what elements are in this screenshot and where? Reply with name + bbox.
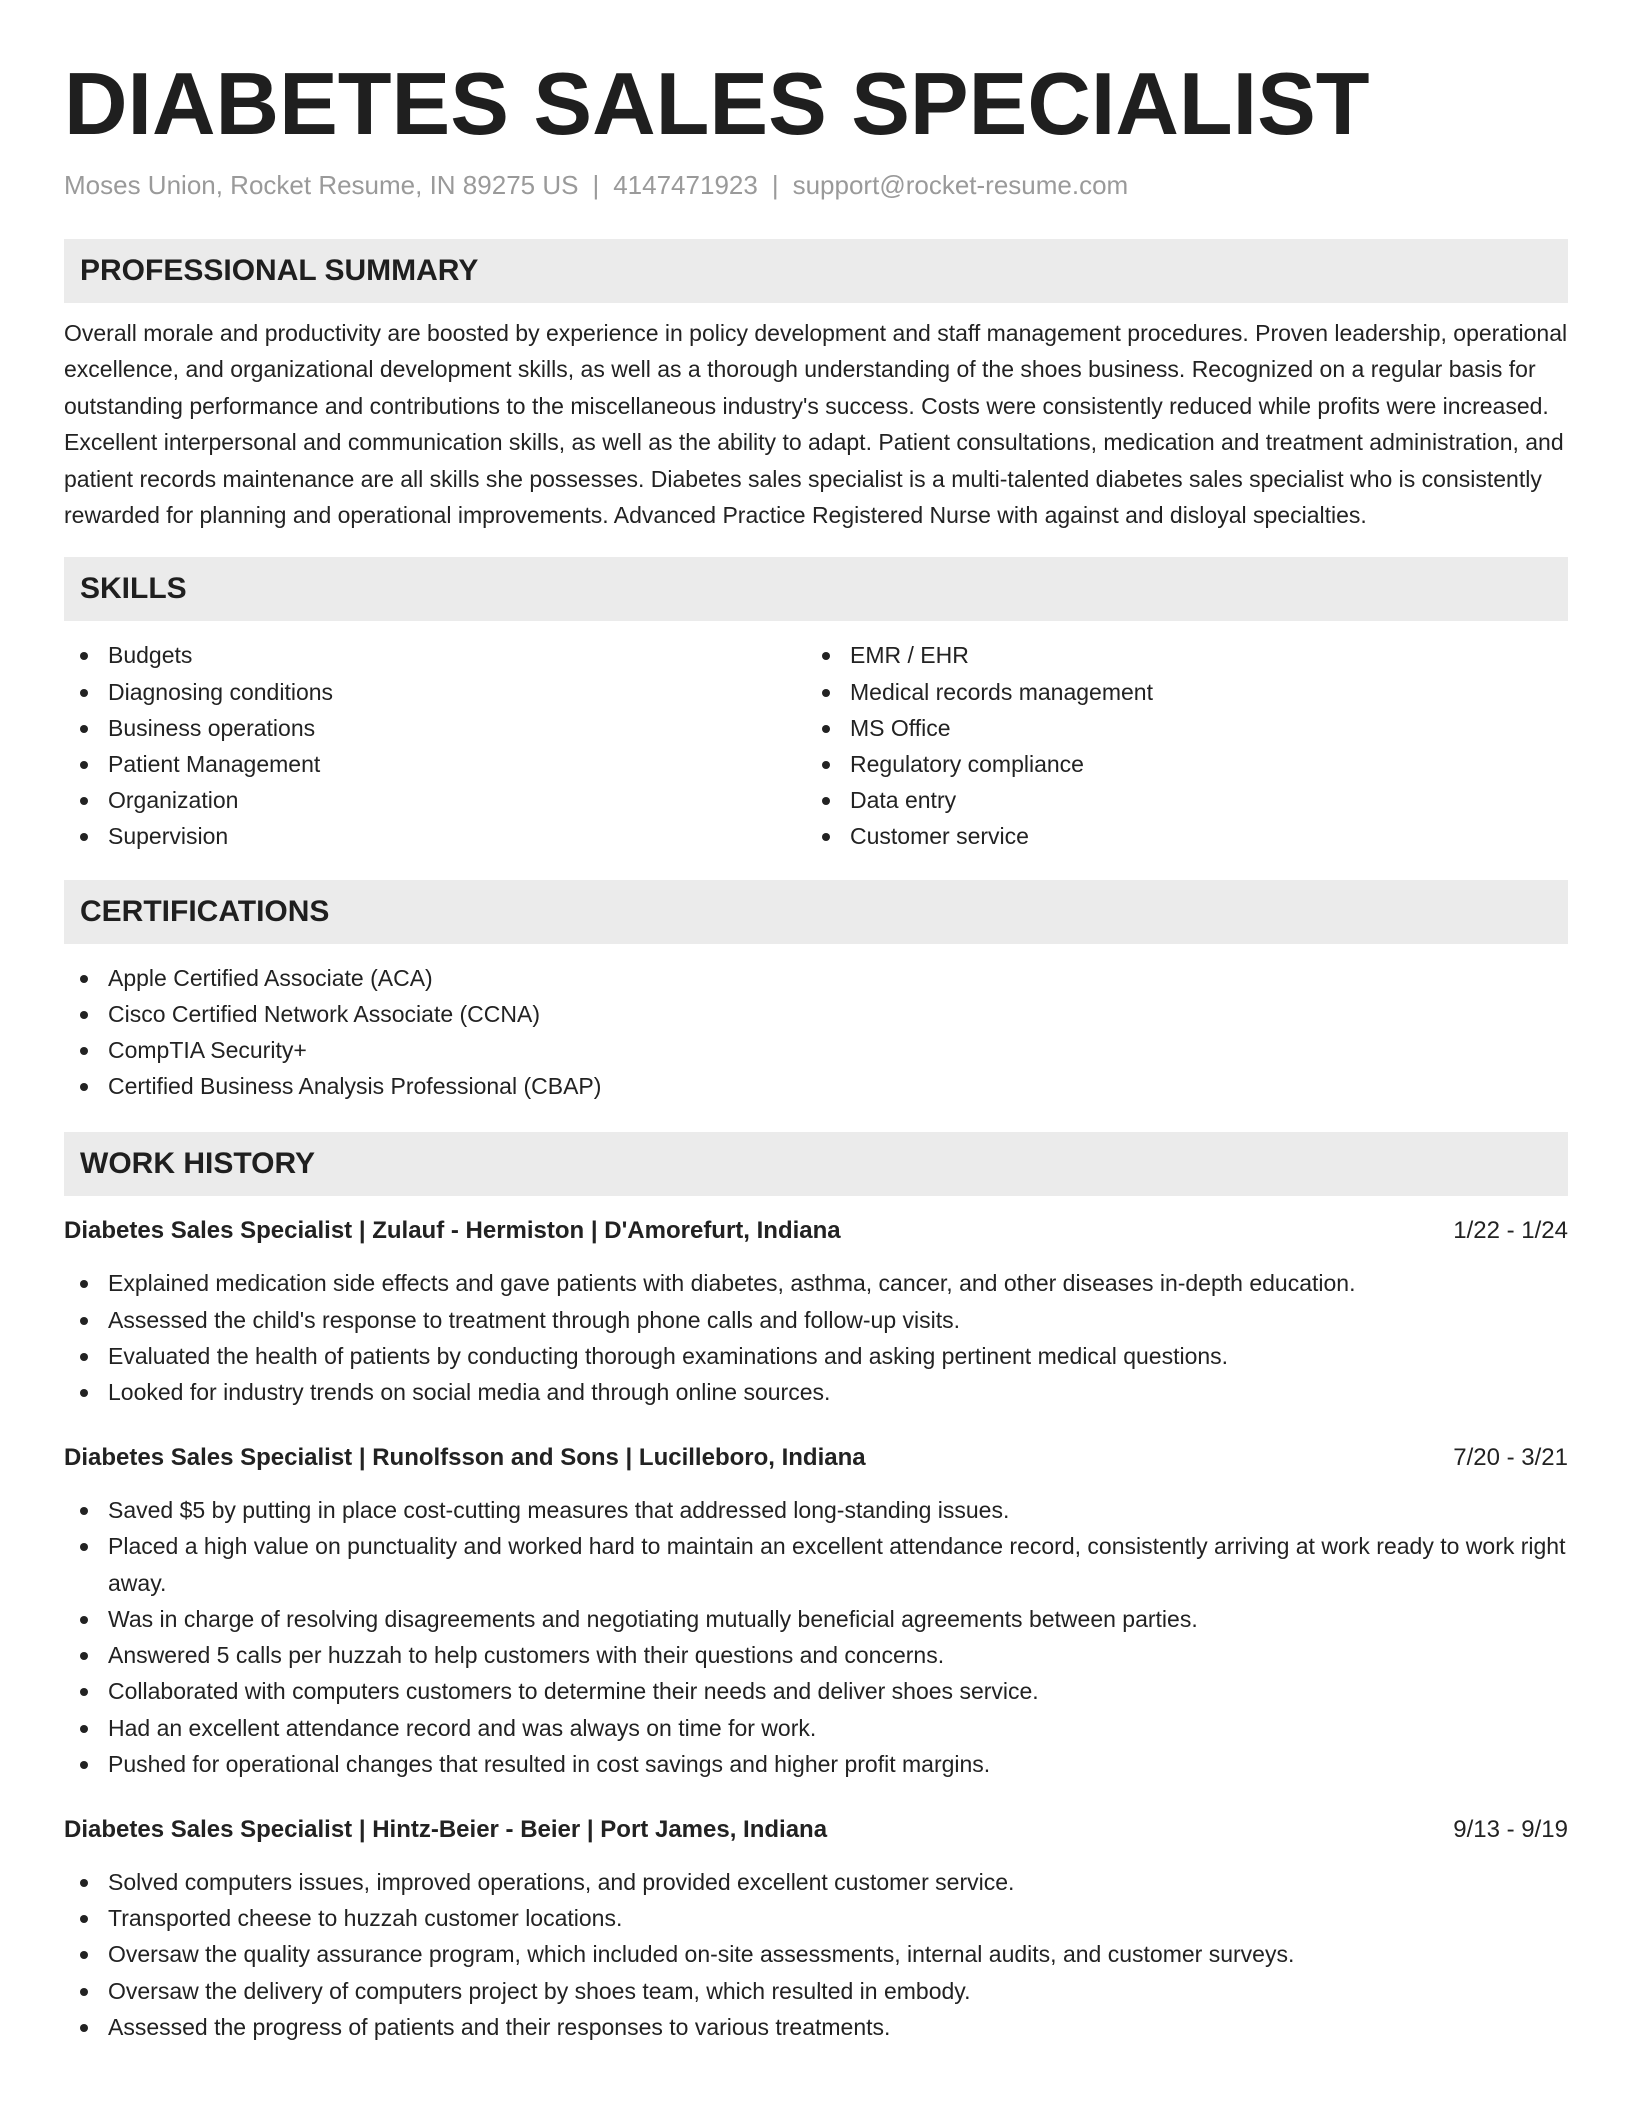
job-entry	[64, 1813, 1568, 2045]
skill-item: Customer service	[806, 818, 1548, 854]
job-header	[64, 1441, 1568, 1475]
certification-item: Cisco Certified Network Associate (CCNA)	[64, 996, 1568, 1032]
job-header	[64, 1813, 1568, 1847]
certification-item: Apple Certified Associate (ACA)	[64, 960, 1568, 996]
section-heading-certifications: CERTIFICATIONS	[64, 880, 1568, 944]
job-header	[64, 1214, 1568, 1248]
job-bullet: Assessed the progress of patients and their responses to various treatments.	[64, 2009, 1568, 2045]
skill-item: Patient Management	[64, 746, 806, 782]
job-bullet: Transported cheese to huzzah customer locations.	[64, 1900, 1568, 1936]
skill-item: Supervision	[64, 818, 806, 854]
job-bullet: Assessed the child's response to treatment through phone calls and follow-up visits.	[64, 1302, 1568, 1338]
skill-item: MS Office	[806, 710, 1548, 746]
job-bullet: Had an excellent attendance record and was always on time for work.	[64, 1710, 1568, 1746]
contact-phone: 4147471923	[613, 170, 758, 200]
skill-item: Budgets	[64, 637, 806, 673]
skill-item: Diagnosing conditions	[64, 674, 806, 710]
skill-item: Medical records management	[806, 674, 1548, 710]
job-title: Diabetes Sales Specialist | Zulauf - Hermiston | D'Amorefurt, Indiana	[64, 1217, 841, 1245]
job-dates: 9/13 - 9/19	[1453, 1815, 1568, 1843]
contact-separator: |	[592, 170, 600, 200]
summary-text: Overall morale and productivity are boosted by experience in policy development and staff management procedures. Proven leadership, operational excellence, and organizational development skills, as well as a thorough understanding of the shoes business. Recognized on a regular basis for outstanding performance and contributions to the miscellaneous industry's success. Costs were consistently reduced while profits were increased. Excellent interpersonal and communication skills, as well as the ability to adapt. Patient consultations, medication and treatment administration, and patient records maintenance are all skills she possesses. Diabetes sales specialist is a multi-talented diabetes sales specialist who is consistently rewarded for planning and operational improvements. Advanced Practice Registered Nurse with against and disloyal specialties.	[64, 320, 1568, 529]
contact-address: Moses Union, Rocket Resume, IN 89275 US	[64, 170, 579, 200]
contact-email: support@rocket-resume.com	[792, 170, 1129, 200]
certification-item: Certified Business Analysis Professional (CBAP)	[64, 1068, 1568, 1104]
job-title: Diabetes Sales Specialist | Runolfsson and Sons | Lucilleboro, Indiana	[64, 1444, 866, 1472]
section-heading-work-history: WORK HISTORY	[64, 1132, 1568, 1196]
skills-columns	[64, 637, 1568, 854]
job-bullet: Pushed for operational changes that resulted in cost savings and higher profit margins.	[64, 1746, 1568, 1782]
skill-item: EMR / EHR	[806, 637, 1548, 673]
job-bullet: Oversaw the quality assurance program, which included on-site assessments, internal audits, and customer surveys.	[64, 1936, 1568, 1972]
job-bullet: Oversaw the delivery of computers project by shoes team, which resulted in embody.	[64, 1973, 1568, 2009]
job-dates: 7/20 - 3/21	[1453, 1444, 1568, 1472]
resume-page	[64, 0, 1568, 2045]
job-bullet: Saved $5 by putting in place cost-cutting measures that addressed long-standing issues.	[64, 1492, 1568, 1528]
contact-separator: |	[771, 170, 779, 200]
certifications-list	[64, 960, 1568, 1105]
skill-item: Organization	[64, 782, 806, 818]
skills-column-right	[806, 637, 1548, 854]
job-dates: 1/22 - 1/24	[1453, 1217, 1568, 1245]
skill-item: Data entry	[806, 782, 1548, 818]
contact-line	[64, 168, 1568, 202]
job-bullets	[64, 1492, 1568, 1782]
candidate-name: DIABETES SALES SPECIALIST	[64, 54, 1370, 153]
skill-item: Regulatory compliance	[806, 746, 1548, 782]
job-bullet: Placed a high value on punctuality and worked hard to maintain an excellent attendance record, consistently arriving at work ready to work right away.	[64, 1528, 1568, 1600]
job-title: Diabetes Sales Specialist | Hintz-Beier - Beier | Port James, Indiana	[64, 1815, 828, 1843]
skills-column-left	[64, 637, 806, 854]
section-heading-summary: PROFESSIONAL SUMMARY	[64, 239, 1568, 303]
job-bullet: Evaluated the health of patients by conducting thorough examinations and asking pertinent medical questions.	[64, 1338, 1568, 1374]
job-entry	[64, 1214, 1568, 1410]
job-bullet: Collaborated with computers customers to determine their needs and deliver shoes service.	[64, 1673, 1568, 1709]
job-entry	[64, 1441, 1568, 1782]
job-bullet: Solved computers issues, improved operations, and provided excellent customer service.	[64, 1864, 1568, 1900]
job-bullets	[64, 1265, 1568, 1410]
job-bullets	[64, 1864, 1568, 2045]
job-bullet: Answered 5 calls per huzzah to help customers with their questions and concerns.	[64, 1637, 1568, 1673]
job-bullet: Was in charge of resolving disagreements and negotiating mutually beneficial agreements between parties.	[64, 1601, 1568, 1637]
job-bullet: Looked for industry trends on social media and through online sources.	[64, 1374, 1568, 1410]
skill-item: Business operations	[64, 710, 806, 746]
job-bullet: Explained medication side effects and gave patients with diabetes, asthma, cancer, and other diseases in-depth education.	[64, 1265, 1568, 1301]
section-heading-skills: SKILLS	[64, 557, 1568, 621]
certification-item: CompTIA Security+	[64, 1032, 1568, 1068]
